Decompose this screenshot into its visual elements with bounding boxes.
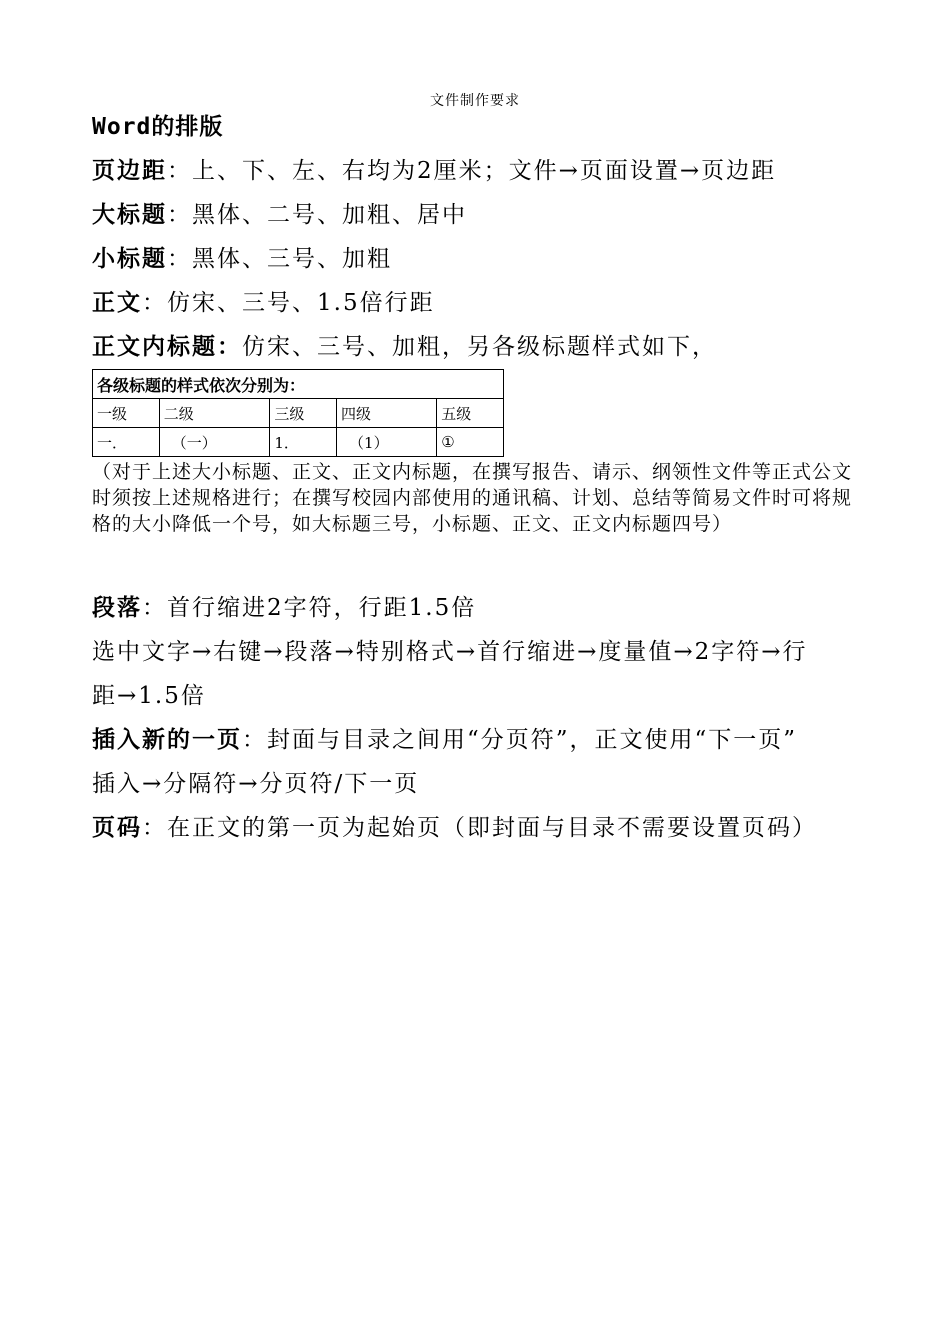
margin-text: ：上、下、左、右均为2厘米；文件→页面设置→页边距 — [167, 158, 777, 184]
inner-title-label: 正文内标题： — [92, 333, 242, 360]
page-number-text: ：在正文的第一页为起始页（即封面与目录不需要设置页码） — [142, 815, 817, 841]
main-title-label: 大标题 — [92, 201, 167, 228]
page-number-label: 页码 — [92, 814, 142, 841]
margin-label: 页边距 — [92, 157, 167, 184]
page-header: 文件制作要求 — [430, 93, 520, 109]
body-label: 正文 — [92, 289, 142, 316]
table-cell: ① — [437, 428, 504, 457]
note-paragraph: （对于上述大小标题、正文、正文内标题，在撰写报告、请示、纲领性文件等正式公文时须按上述规格进行；在撰写校园内部使用的通讯稿、计划、总结等简易文件时可将规格的大小降低一个号，如大标题三号，小标题、正文、正文内标题四号） — [92, 461, 853, 535]
paragraph-steps-line-1: 选中文字→右键→段落→特别格式→首行缩进→度量值→2字符→行 — [92, 639, 808, 665]
inner-title-text: 仿宋、三号、加粗，另各级标题样式如下， — [242, 334, 717, 360]
body-line — [92, 284, 435, 317]
table-header-cell: 四级 — [337, 399, 437, 428]
table-cell: （一） — [159, 428, 270, 457]
table-header-cell: 二级 — [159, 399, 270, 428]
heading-levels-table — [92, 369, 504, 457]
table-header-cell: 五级 — [437, 399, 504, 428]
margin-line — [92, 152, 776, 185]
doc-title: Word的排版 — [92, 114, 224, 140]
page-number-line — [92, 809, 817, 842]
table-cell: （1） — [337, 428, 437, 457]
table-cell: 一． — [93, 428, 160, 457]
table-cell: 1． — [270, 428, 337, 457]
paragraph-label: 段落 — [92, 594, 142, 621]
table-row — [93, 399, 504, 428]
paragraph-steps-line-2: 距→1.5倍 — [92, 683, 206, 709]
table-caption-row — [93, 370, 504, 399]
new-page-steps-line: 插入→分隔符→分页符/下一页 — [92, 771, 420, 797]
paragraph-text: ：首行缩进2字符，行距1.5倍 — [142, 595, 477, 621]
body-text: ：仿宋、三号、1.5倍行距 — [142, 290, 435, 316]
main-title-line — [92, 196, 467, 229]
table-header-cell: 一级 — [93, 399, 160, 428]
table-header-cell: 三级 — [270, 399, 337, 428]
paragraph-line — [92, 589, 476, 622]
inner-title-line — [92, 328, 717, 361]
new-page-line — [92, 721, 797, 754]
table-caption: 各级标题的样式依次分别为： — [93, 370, 504, 399]
main-title-text: ：黑体、二号、加粗、居中 — [167, 202, 467, 228]
subtitle-text: ：黑体、三号、加粗 — [167, 246, 392, 272]
subtitle-label: 小标题 — [92, 245, 167, 272]
new-page-label: 插入新的一页 — [92, 726, 242, 753]
subtitle-line — [92, 240, 392, 273]
table-row — [93, 428, 504, 457]
new-page-text: ：封面与目录之间用“分页符”，正文使用“下一页” — [242, 727, 798, 753]
